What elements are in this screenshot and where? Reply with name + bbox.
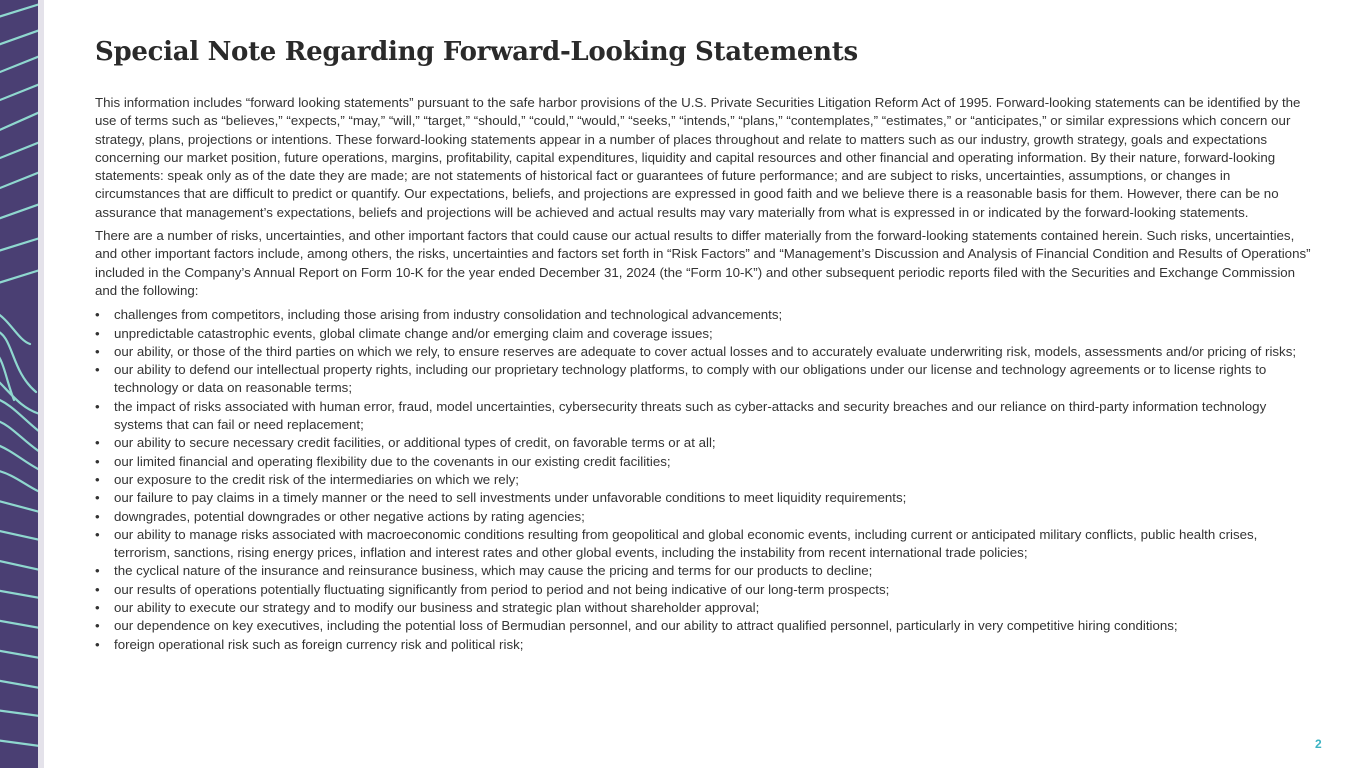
list-item: [95, 325, 1313, 343]
list-item: [95, 398, 1313, 435]
list-item: [95, 599, 1313, 617]
list-item-text: the cyclical nature of the insurance and reinsurance business, which may cause the pricing and terms for our products to decline;: [114, 563, 873, 579]
bullet-icon: •: [95, 362, 100, 378]
list-item-text: our exposure to the credit risk of the intermediaries on which we rely;: [114, 471, 520, 487]
bullet-icon: •: [95, 508, 100, 524]
list-item-text: our results of operations potentially fluctuating significantly from period to period and not being indicative of our long-term prospects;: [114, 581, 890, 597]
risk-intro-paragraph: There are a number of risks, uncertainties, and other important factors that could cause our actual results to differ materially from the forward-looking statements contained herein. Such risks, uncertainties, and other important factors include, among others, the risks, uncertainties and factors set forth in “Risk Factors” and “Management’s Discussion and Analysis of Financial Condition and Results of Operations” included in the Company’s Annual Report on Form 10-K for the year ended December 31, 2024 (the “Form 10-K”) and other subsequent periodic reports filed with the Securities and Exchange Commission and the following:: [95, 228, 1311, 298]
bullet-icon: •: [95, 526, 100, 542]
bullet-icon: •: [95, 325, 100, 341]
list-item: [95, 471, 1313, 489]
decorative-side-band: [0, 0, 38, 768]
page-title: Special Note Regarding Forward-Looking Statements: [95, 37, 858, 67]
bullet-icon: •: [95, 618, 100, 634]
bullet-icon: •: [95, 453, 100, 469]
list-item: [95, 361, 1313, 398]
list-item-text: our failure to pay claims in a timely manner or the need to sell investments under unfavorable conditions to meet liquidity requirements;: [114, 490, 907, 506]
list-item: [95, 453, 1313, 471]
list-item: [95, 343, 1313, 361]
bullet-icon: •: [95, 398, 100, 414]
bullet-icon: •: [95, 435, 100, 451]
list-item: [95, 508, 1313, 526]
list-item: [95, 306, 1313, 324]
list-item-text: our ability to defend our intellectual property rights, including our proprietary technology platforms, to comply with our obligations under our license and technology agreements or to license rights to technology or data on reasonable terms;: [114, 362, 1267, 396]
list-item-text: our ability to execute our strategy and to modify our business and strategic plan without shareholder approval;: [114, 600, 760, 616]
bullet-icon: •: [95, 490, 100, 506]
list-item-text: unpredictable catastrophic events, global climate change and/or emerging claim and coverage issues;: [114, 325, 713, 341]
list-item-text: our dependence on key executives, including the potential loss of Bermudian personnel, and our ability to attract qualified personnel, particularly in very competitive hiring conditions;: [114, 618, 1178, 634]
bullet-icon: •: [95, 636, 100, 652]
wave-lines-graphic: [0, 0, 38, 768]
page-number: 2: [1315, 737, 1322, 751]
list-item-text: our limited financial and operating flexibility due to the covenants in our existing credit facilities;: [114, 453, 671, 469]
list-item-text: challenges from competitors, including those arising from industry consolidation and technological advancements;: [114, 307, 783, 323]
list-item: [95, 636, 1313, 654]
list-item-text: our ability, or those of the third parties on which we rely, to ensure reserves are adequate to cover actual losses and to accurately evaluate underwriting risk, models, assessments and/or pricing of risks;: [114, 343, 1297, 359]
list-item: [95, 526, 1313, 563]
bullet-icon: •: [95, 600, 100, 616]
list-item: [95, 581, 1313, 599]
side-divider: [38, 0, 44, 768]
intro-paragraph: This information includes “forward looking statements” pursuant to the safe harbor provisions of the U.S. Private Securities Litigation Reform Act of 1995. Forward-looking statements can be identified by the use of terms such as “believes,” “expects,” “may,” “will,” “target,” “should,” “could,” “would,” “seeks,” “intends,” “plans,” “contemplates,” “estimates,” or “anticipates,” or similar expressions which concern our strategy, plans, projections or intentions. These forward-looking statements appear in a number of places throughout and relate to matters such as our industry, growth strategy, goals and expectations concerning our market position, future operations, margins, profitability, capital expenditures, liquidity and capital resources and other financial and operating information. By their nature, forward-looking statements: speak only as of the date they are made; are not statements of historical fact or guarantees of future performance; and are subject to risks, uncertainties, assumptions, or changes in circumstances that are difficult to predict or quantify. Our expectations, beliefs, and projections are expressed in good faith and we believe there is a reasonable basis for them. However, there can be no assurance that management’s expectations, beliefs and projections will be achieved and actual results may vary materially from what is expressed in or indicated by the forward-looking statements.: [95, 95, 1301, 220]
bullet-icon: •: [95, 307, 100, 323]
risk-factor-list: [95, 306, 1313, 654]
list-item-text: downgrades, potential downgrades or other negative actions by rating agencies;: [114, 508, 585, 524]
bullet-icon: •: [95, 343, 100, 359]
list-item-text: our ability to secure necessary credit facilities, or additional types of credit, on favorable terms or at all;: [114, 435, 716, 451]
bullet-icon: •: [95, 581, 100, 597]
list-item-text: our ability to manage risks associated with macroeconomic conditions resulting from geopolitical and global economic events, including current or anticipated military conflicts, public health crises, terrorism, sanctions, rising energy prices, inflation and interest rates and other global events, including the instability from recent international trade policies;: [114, 526, 1258, 561]
list-item-text: the impact of risks associated with human error, fraud, model uncertainties, cybersecurity threats such as cyber-attacks and security breaches and our reliance on third-party information technology systems that can fail or need replacement;: [114, 398, 1267, 433]
list-item: [95, 434, 1313, 452]
list-item-text: foreign operational risk such as foreign currency risk and political risk;: [114, 636, 524, 652]
bullet-icon: •: [95, 563, 100, 579]
list-item: [95, 617, 1313, 635]
list-item: [95, 489, 1313, 507]
list-item: [95, 562, 1313, 580]
bullet-icon: •: [95, 471, 100, 487]
statement-body: [95, 94, 1313, 654]
